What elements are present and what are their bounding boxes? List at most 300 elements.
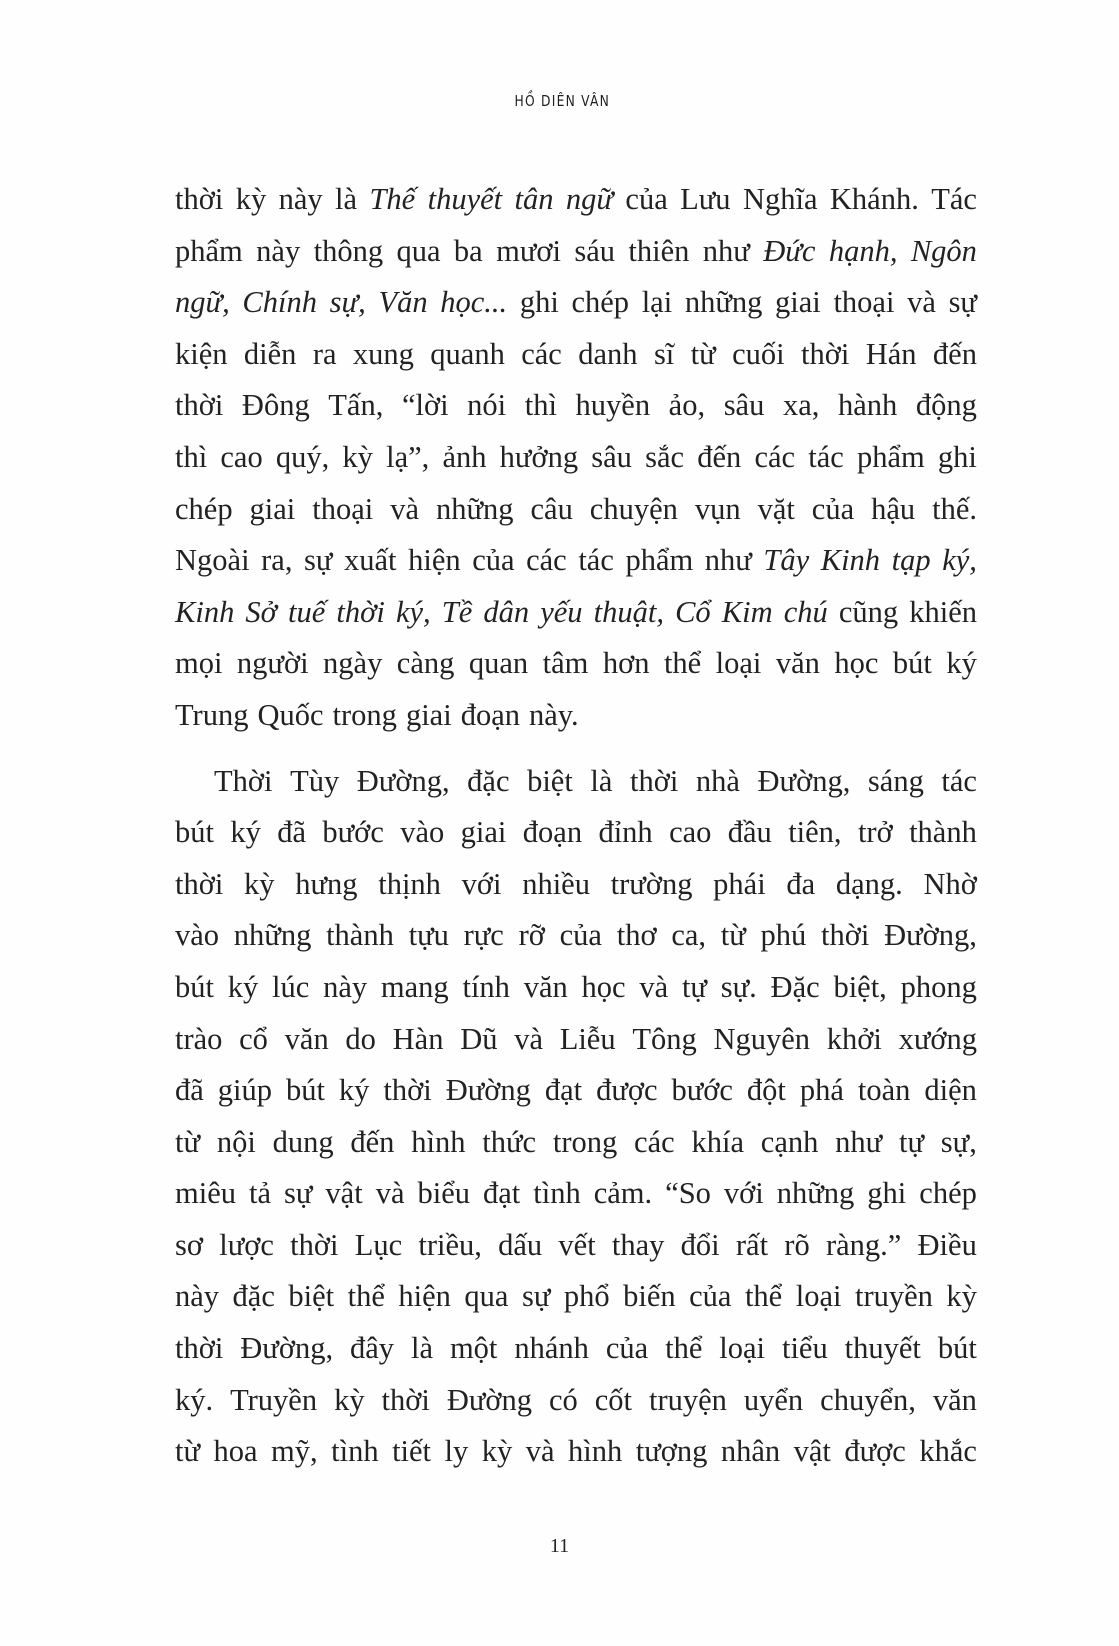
word: thời (821, 918, 870, 953)
word: mang (380, 969, 449, 1004)
word: phá (799, 1073, 844, 1108)
word: văn (932, 1382, 977, 1417)
word: các (634, 1124, 675, 1159)
word: “lời (401, 388, 449, 423)
word: vết (558, 1227, 596, 1262)
word: biệt (527, 763, 573, 798)
word: hậu (871, 491, 916, 526)
word: giai (405, 697, 452, 732)
word: miêu (175, 1176, 236, 1211)
word: tiết (392, 1434, 432, 1469)
word: Điều (917, 1227, 977, 1262)
word: của (625, 182, 668, 216)
word: thời (175, 866, 224, 901)
word: thời (175, 388, 224, 423)
word: ký (338, 1073, 370, 1108)
italic-title-word: Tề (441, 594, 473, 629)
word: hình (568, 1434, 623, 1469)
word: thịnh (378, 866, 441, 901)
word: có (549, 1382, 578, 1417)
word: qua (396, 233, 441, 268)
italic-title-word: thuật, (593, 594, 664, 629)
text-line (175, 1220, 977, 1272)
word: hoa (213, 1434, 258, 1469)
word: mươi (496, 233, 561, 268)
word: Đường, (757, 763, 851, 798)
word: bút (285, 1073, 325, 1108)
word: vào (175, 918, 220, 953)
word: lúc (272, 969, 310, 1004)
word: quan (468, 646, 529, 681)
word: biến (623, 1279, 676, 1314)
word: của (689, 1279, 732, 1314)
word: ký (227, 969, 259, 1004)
word: hiện (408, 543, 461, 578)
word: Khánh. (829, 182, 919, 216)
word: triều, (418, 1227, 482, 1262)
word: tác (941, 763, 977, 798)
word: tình (533, 1176, 581, 1211)
text-line (175, 1117, 977, 1169)
word: vật (793, 1434, 831, 1469)
word: phú (760, 918, 807, 953)
word: kỳ (334, 1382, 365, 1417)
word: tượng (635, 1434, 708, 1469)
italic-title-word: Chính (242, 285, 317, 320)
word: khắc (919, 1434, 977, 1469)
text-line (175, 638, 977, 690)
word: biểu (417, 1176, 470, 1211)
word: bút (892, 646, 932, 681)
word: truyện (649, 1382, 727, 1417)
word: cạnh (760, 1124, 819, 1159)
word: sắc (645, 439, 685, 474)
word: kỳ (342, 439, 373, 474)
word: kỳ (235, 182, 267, 216)
text-line (175, 1014, 977, 1066)
italic-title-word: Đức (763, 233, 816, 268)
word: chép (919, 1176, 977, 1211)
word: đã (277, 815, 307, 850)
word: quanh (430, 336, 505, 371)
word: câu (530, 491, 573, 526)
word: đỉnh (598, 815, 653, 850)
word: rất (735, 1227, 769, 1262)
word: đa (786, 866, 816, 901)
word: diện (924, 1073, 977, 1108)
word: kiện (175, 336, 228, 371)
word: sự (284, 1176, 313, 1211)
word: Thời (214, 763, 273, 798)
word: thời (383, 1073, 432, 1108)
word: thời (630, 763, 679, 798)
word: biệt (288, 1279, 335, 1314)
word: ghi (937, 439, 977, 474)
word: vật (325, 1176, 363, 1211)
italic-title-word: sự, (329, 285, 366, 320)
word: Hán (865, 336, 917, 371)
word: với (461, 866, 502, 901)
word: trở (857, 815, 893, 850)
word: Nghĩa (742, 182, 818, 216)
word: đạt (544, 1073, 583, 1108)
italic-title-word: tuế (288, 594, 326, 629)
word: của (472, 543, 515, 578)
word: Dũ (460, 1021, 498, 1056)
text-line (175, 1065, 977, 1117)
word: hành (837, 388, 898, 423)
word: tác (578, 543, 614, 578)
italic-title-word: ký, (942, 543, 977, 578)
text-line (175, 1323, 977, 1375)
text-line (175, 690, 977, 742)
text-line (175, 277, 977, 329)
word: tự (898, 1124, 924, 1159)
word: các (521, 336, 562, 371)
word: đây (350, 1331, 395, 1366)
word: thể (665, 1331, 703, 1366)
word: những (776, 1176, 855, 1211)
word: Đặc (770, 969, 820, 1004)
word: đạt (483, 1176, 521, 1211)
text-line (175, 859, 977, 911)
word: bút (175, 815, 214, 850)
word: thế. (932, 491, 977, 526)
italic-title-word: thời (336, 594, 385, 629)
word: của (811, 491, 855, 526)
word: phong (900, 969, 977, 1004)
word: loại (795, 1279, 842, 1314)
italic-title-word: ngữ, (175, 285, 230, 320)
word: mỹ, (271, 1434, 318, 1469)
text-line (175, 226, 977, 278)
word: người (236, 646, 309, 681)
word: ảnh (442, 439, 487, 474)
word: giai (460, 815, 507, 850)
word: kỳ (244, 866, 275, 901)
word: ký (230, 815, 261, 850)
word: loại (719, 1331, 766, 1366)
word: từ (720, 918, 746, 953)
word: cổ (239, 1021, 268, 1056)
paragraph (175, 174, 977, 742)
italic-title-word: học... (440, 285, 508, 320)
word: thành (326, 918, 394, 953)
word: ghi (519, 285, 559, 320)
word: Đường, (884, 918, 977, 953)
word: đoạn (460, 697, 520, 732)
word: Tùy (290, 763, 340, 798)
italic-title-word: Kinh (820, 543, 881, 578)
word: nhà (695, 763, 740, 798)
word: đặc (467, 763, 510, 798)
italic-title-word: Tây (763, 543, 810, 578)
word: của (605, 1331, 649, 1366)
word: Đường (446, 1382, 533, 1417)
word: của (559, 918, 602, 953)
word: hình (411, 1124, 466, 1159)
word: Lưu (680, 182, 731, 216)
word: biệt, (833, 969, 887, 1004)
word: sự (948, 285, 977, 320)
word: cao (220, 439, 263, 474)
word: thông (313, 233, 384, 268)
text-line (175, 484, 977, 536)
word: mọi (175, 646, 223, 681)
word: hơn (602, 646, 650, 681)
word: ảo, (668, 388, 706, 423)
text-line (175, 1375, 977, 1427)
word: Tấn, (328, 388, 384, 423)
word: này (323, 969, 368, 1004)
word: thoại (312, 491, 374, 526)
word: từ (690, 336, 716, 371)
word: chép (571, 285, 630, 320)
word: ký (946, 646, 977, 681)
italic-title-word: Kinh (175, 594, 235, 629)
word: thể (744, 1279, 783, 1314)
word: tâm (542, 646, 589, 681)
word: “So (665, 1176, 711, 1211)
page-number: 11 (549, 1535, 570, 1557)
word: những (233, 918, 312, 953)
word: tả (249, 1176, 272, 1211)
word: chuyển, (820, 1382, 916, 1417)
word: như (704, 543, 752, 578)
word: bút (175, 969, 214, 1004)
word: xung (352, 336, 414, 371)
paragraph (175, 756, 977, 1478)
word: diễn (243, 336, 297, 371)
word: kỳ (481, 1434, 513, 1469)
word: văn (523, 969, 568, 1004)
word: rực (463, 918, 504, 953)
word: đến (697, 439, 742, 474)
word: với (723, 1176, 764, 1211)
word: phẩm (856, 439, 925, 474)
word: quý, (275, 439, 330, 474)
word: và (375, 1176, 405, 1211)
word: thời (381, 1382, 430, 1417)
italic-title-word: Cổ (675, 594, 711, 629)
word: này. (528, 697, 579, 732)
italic-title-word: chú (783, 594, 828, 629)
word: danh (578, 336, 638, 371)
word: học (581, 969, 626, 1004)
word: ghi (867, 1176, 907, 1211)
word: Đông (241, 388, 310, 423)
word: này (256, 233, 301, 268)
word: Liễu (559, 1021, 616, 1056)
word: khiến (909, 594, 977, 629)
italic-title-word: ngữ (565, 182, 614, 216)
word: vào (400, 815, 445, 850)
word: Ngoài (175, 543, 250, 578)
word: rỡ (518, 918, 545, 953)
word: Đường, (240, 1331, 334, 1366)
italic-title-word: thuyết (427, 182, 503, 216)
word: sáng (867, 763, 924, 798)
word: sự (521, 1279, 551, 1314)
word: và (639, 969, 669, 1004)
word: xuất (344, 543, 397, 578)
word: Trung (175, 697, 249, 732)
running-header-author: HỒ DIÊN VÂN (514, 92, 611, 110)
word: Lục (354, 1227, 403, 1262)
word: ba (453, 233, 483, 268)
word: phẩm (625, 543, 694, 578)
word: đặc (232, 1279, 275, 1314)
body-text (175, 174, 977, 1478)
text-line (175, 174, 977, 226)
word: Truyền (230, 1382, 318, 1417)
word: nhân (720, 1434, 781, 1469)
italic-title-word: Văn (378, 285, 428, 320)
word: ra, (261, 543, 293, 578)
italic-title-word: yếu (540, 594, 583, 629)
word: sĩ (653, 336, 675, 371)
word: các (754, 439, 796, 474)
word: thể (663, 646, 702, 681)
italic-title-word: Thế (369, 182, 416, 216)
word: được (844, 1434, 906, 1469)
word: các (526, 543, 567, 578)
word: bước (322, 815, 384, 850)
word: cảm. (593, 1176, 653, 1211)
word: dấu (498, 1227, 543, 1262)
word: thơ (616, 918, 657, 953)
word: ra (312, 336, 337, 371)
word: uyển (743, 1382, 804, 1417)
word: một (449, 1331, 498, 1366)
word: cốt (594, 1382, 633, 1417)
text-line (175, 1168, 977, 1220)
word: đến (932, 336, 977, 371)
text-line (175, 756, 977, 808)
word: qua (464, 1279, 509, 1314)
word: động (915, 388, 977, 423)
word: vụn (694, 491, 741, 526)
word: xa, (782, 388, 820, 423)
text-line (175, 587, 977, 639)
word: và (907, 285, 936, 320)
text-line (175, 910, 977, 962)
text-line (175, 535, 977, 587)
word: đến (350, 1124, 395, 1159)
word: xướng (898, 1021, 977, 1056)
word: Đường, (356, 763, 450, 798)
word: thời (800, 336, 850, 371)
word: thời (175, 1331, 224, 1366)
word: trào (175, 1021, 223, 1056)
text-line (175, 807, 977, 859)
word: thời (290, 1227, 339, 1262)
italic-title-word: hạnh, (828, 233, 898, 268)
word: và (390, 491, 420, 526)
word: thoại (833, 285, 895, 320)
word: đã (175, 1073, 204, 1108)
word: tính (462, 969, 510, 1004)
word: chép (175, 491, 233, 526)
word: ly (444, 1434, 469, 1469)
word: là (335, 182, 358, 216)
word: những (436, 491, 514, 526)
text-line (175, 380, 977, 432)
word: thức (482, 1124, 537, 1159)
word: dung (272, 1124, 334, 1159)
word: lại (641, 285, 673, 320)
word: là (411, 1331, 434, 1366)
word: thay (611, 1227, 665, 1262)
word: ràng.” (825, 1227, 902, 1262)
word: sự (304, 543, 333, 578)
word: trường (610, 866, 693, 901)
word: càng (396, 646, 455, 681)
word: phái (713, 866, 766, 901)
word: giúp (217, 1073, 272, 1108)
word: sơ (175, 1227, 203, 1262)
italic-title-word: Ngôn (910, 233, 977, 268)
word: thì (175, 439, 208, 474)
text-line (175, 329, 977, 381)
word: vặt (757, 491, 795, 526)
word: Quốc (257, 697, 324, 732)
word: lạ”, (386, 439, 430, 474)
word: tiểu (781, 1331, 828, 1366)
word: kỳ (946, 1279, 977, 1314)
word: và (514, 1021, 543, 1056)
word: được (596, 1073, 658, 1108)
word: đổi (680, 1227, 720, 1262)
word: Nhờ (923, 866, 977, 901)
word: đầu (727, 815, 772, 850)
word: này (175, 1279, 220, 1314)
word: từ (175, 1124, 201, 1159)
word: chuyện (589, 491, 678, 526)
word: Nguyên (713, 1021, 811, 1056)
word: do (345, 1021, 376, 1056)
word: như (702, 233, 750, 268)
word: thiên (628, 233, 690, 268)
word: cũng (838, 594, 899, 629)
word: nói (467, 388, 507, 423)
word: phẩm (175, 233, 243, 268)
word: tự (681, 969, 707, 1004)
word: đoạn (522, 815, 583, 850)
word: là (590, 763, 613, 798)
word: ngày (323, 646, 383, 681)
text-line (175, 962, 977, 1014)
word: và (525, 1434, 555, 1469)
word: văn (284, 1021, 329, 1056)
word: này (278, 182, 323, 216)
word: Hàn (392, 1021, 444, 1056)
italic-title-word: ký, (395, 594, 431, 629)
word: Tông (632, 1021, 697, 1056)
word: cao (669, 815, 712, 850)
word: thì (524, 388, 557, 423)
text-line (175, 1271, 977, 1323)
word: bút (937, 1331, 977, 1366)
word: nhánh (514, 1331, 589, 1366)
word: sáu (574, 233, 616, 268)
word: hưng (295, 866, 358, 901)
word: tình (331, 1434, 379, 1469)
word: Tác (931, 182, 977, 216)
word: thời (175, 182, 224, 216)
word: truyền (854, 1279, 933, 1314)
word: như (835, 1124, 883, 1159)
